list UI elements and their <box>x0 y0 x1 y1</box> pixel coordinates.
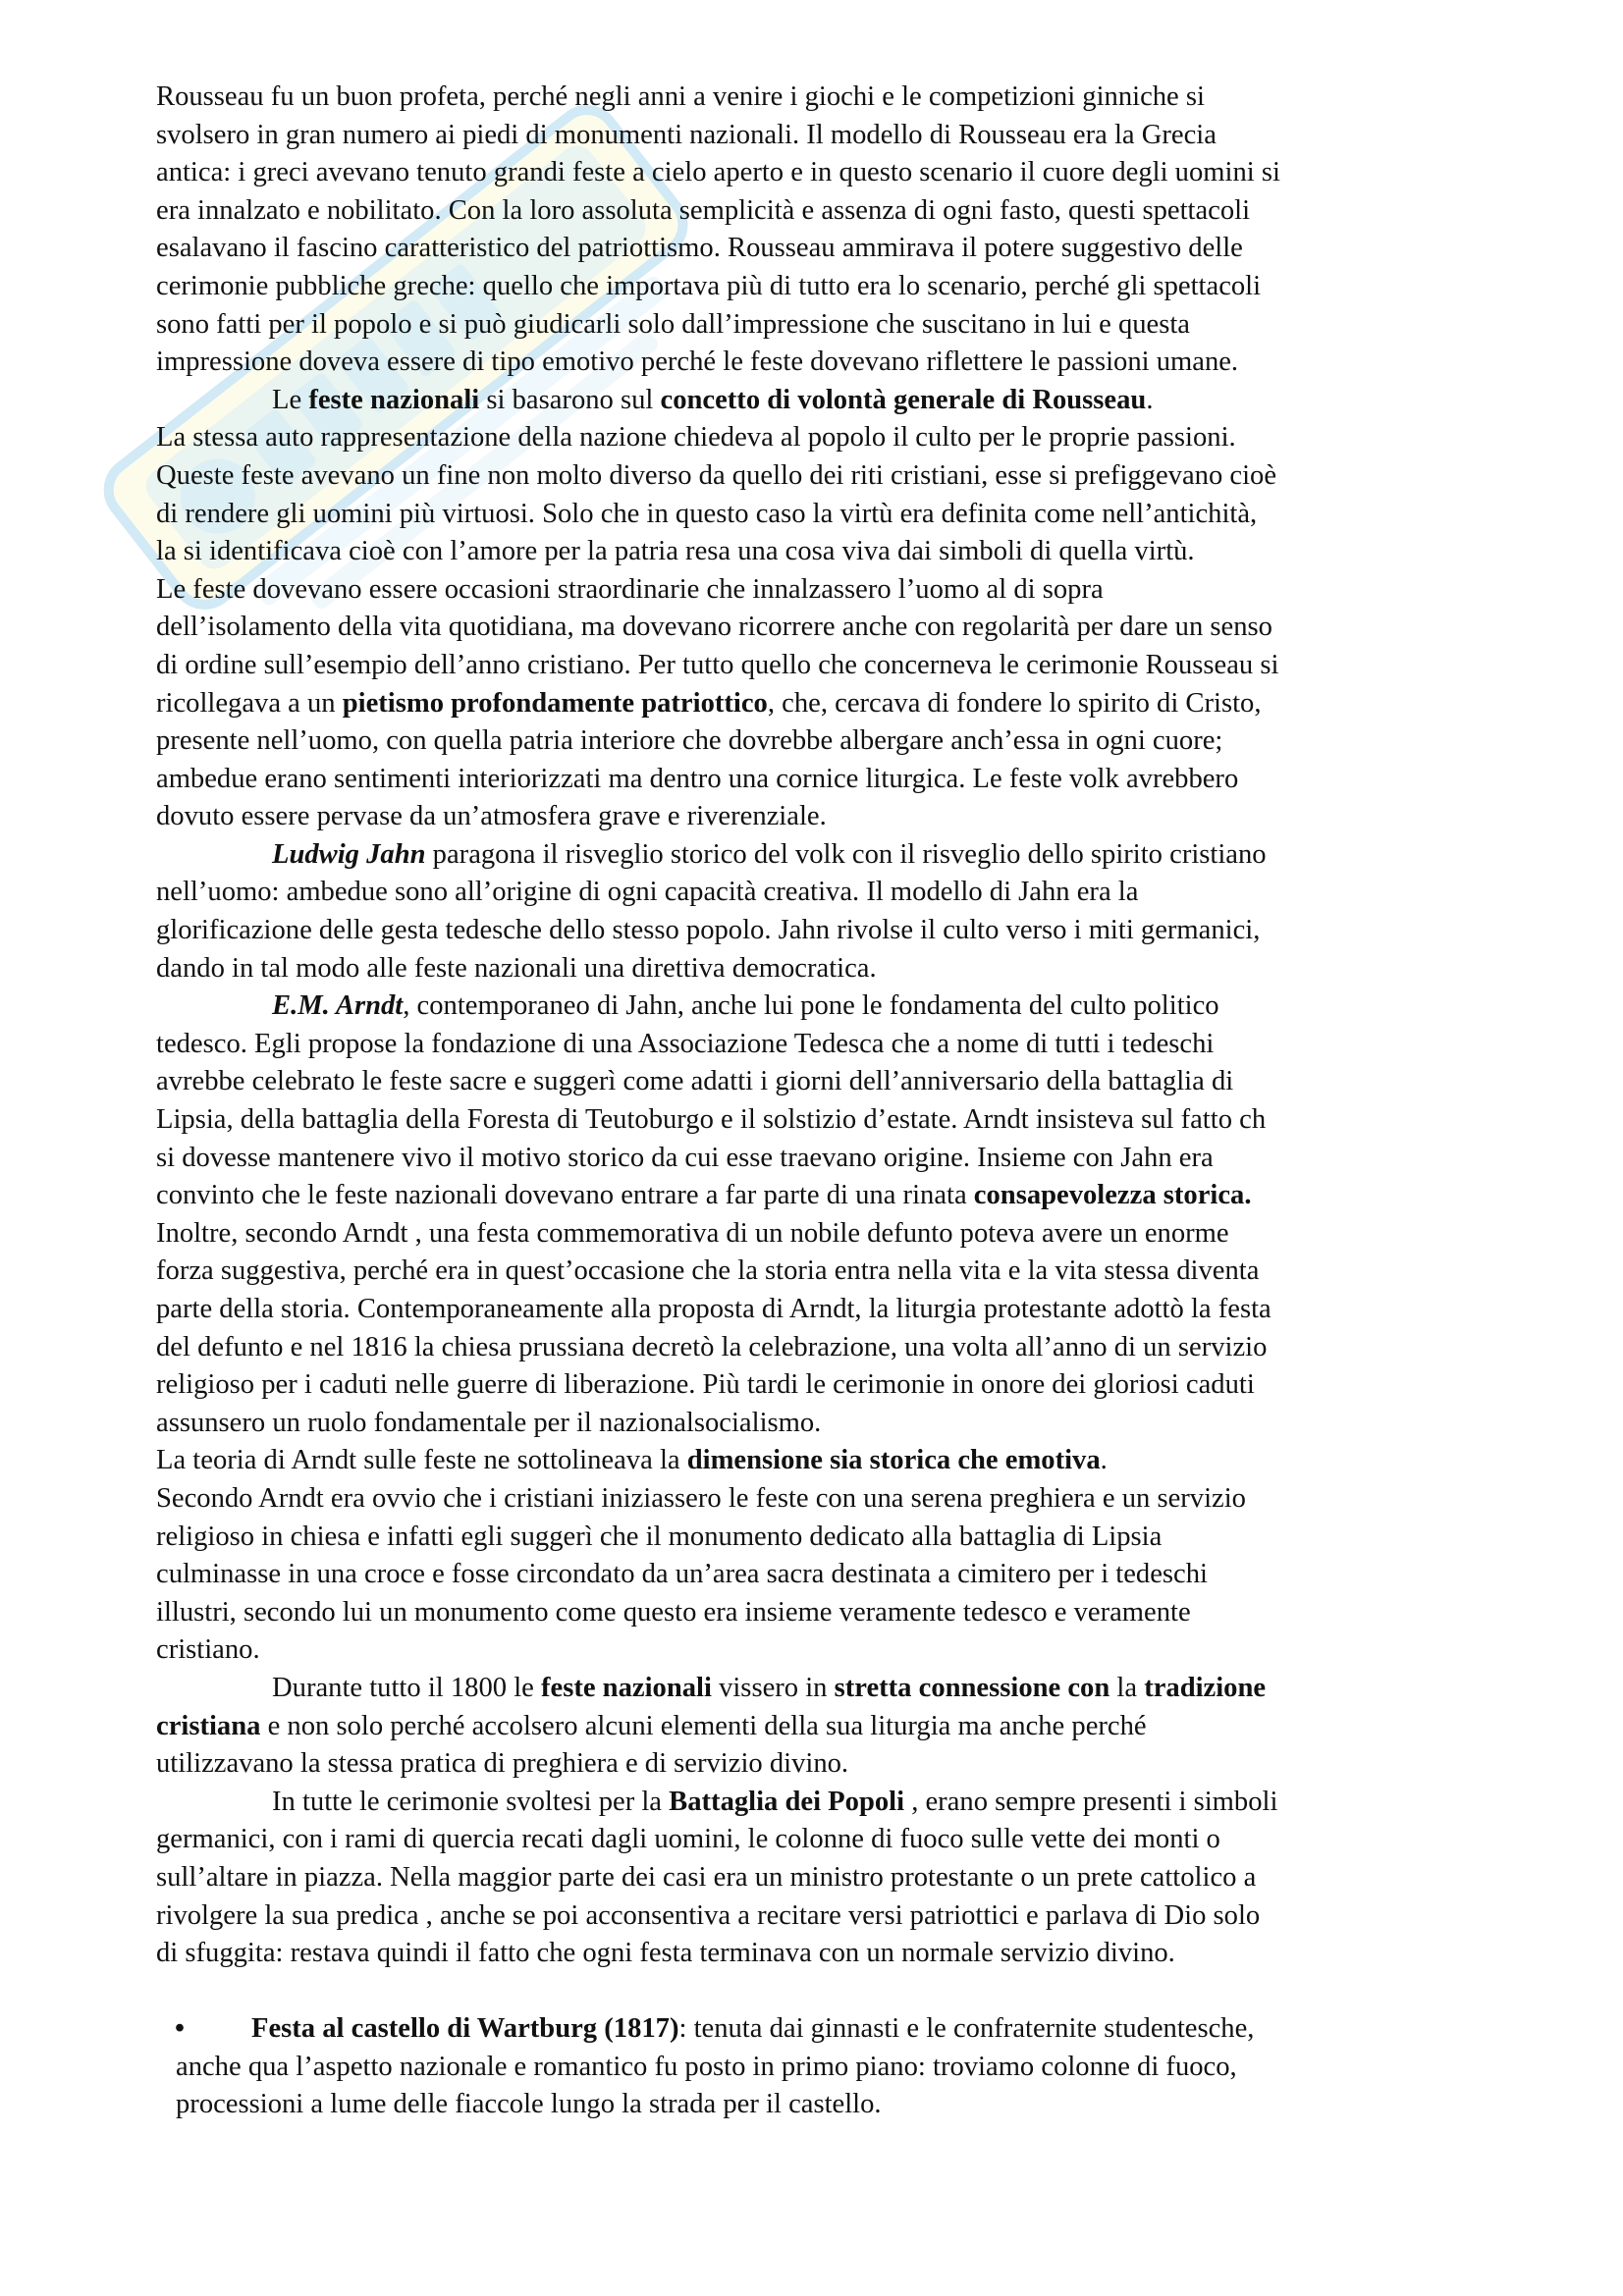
text-segment: . <box>1146 384 1154 415</box>
text-line: dell’isolamento della vita quotidiana, ma dovevano ricorrere anche con regolarità per dare un senso <box>156 612 1272 643</box>
text-segment: ricollegava a un <box>156 687 343 719</box>
text-segment: si basarono sul <box>479 384 661 415</box>
emphasis-segment: consapevolezza storica. <box>973 1180 1252 1211</box>
text-segment: , contemporaneo di Jahn, anche lui pone le fondamenta del culto politico <box>403 990 1219 1022</box>
text-line: presente nell’uomo, con quella patria interiore che dovrebbe albergare anch’essa in ogni cuore; <box>156 725 1223 757</box>
text-segment: , erano sempre presenti i simboli <box>904 1786 1278 1817</box>
text-line: religioso in chiesa e infatti egli suggerì che il monumento dedicato alla battaglia di Lipsia <box>156 1521 1163 1552</box>
text-line: Inoltre, secondo Arndt , una festa commemorativa di un nobile defunto poteva avere un enorme <box>156 1217 1229 1249</box>
text-line <box>156 1708 1491 1746</box>
text-line: nell’uomo: ambedue sono all’origine di ogni capacità creativa. Il modello di Jahn era la <box>156 877 1139 908</box>
bullet-list-item <box>156 2010 1491 2124</box>
text-line: esalavano il fascino caratteristico del patriottismo. Rousseau ammirava il potere suggestivo delle <box>156 233 1243 264</box>
text-line: Rousseau fu un buon profeta, perché negli anni a venire i giochi e le competizioni ginniche si <box>156 81 1205 112</box>
text-line: germanici, con i rami di quercia recati dagli uomini, le colonne di fuoco sulle vette dei monti o <box>156 1824 1220 1855</box>
text-line: utilizzavano la stessa pratica di preghiera e di servizio divino. <box>156 1748 849 1780</box>
text-line <box>156 685 1491 723</box>
text-line: dovuto essere pervase da un’atmosfera grave e riverenziale. <box>156 801 827 832</box>
text-line <box>156 988 1491 1026</box>
text-line: sono fatti per il popolo e si può giudicarli solo dall’impressione che suscitano in lui e questa <box>156 308 1190 340</box>
text-segment: paragona il risveglio storico del volk con il risveglio dello spirito cristiano <box>425 838 1267 870</box>
text-line: ambedue erano sentimenti interiorizzati ma dentro una cornice liturgica. Le feste volk avrebbero <box>156 763 1239 794</box>
text-segment: , che, cercava di fondere lo spirito di Cristo, <box>767 687 1262 719</box>
text-line: parte della storia. Contemporaneamente alla proposta di Arndt, la liturgia protestante adottò la festa <box>156 1294 1271 1324</box>
emphasis-segment: tradizione <box>1144 1672 1267 1703</box>
emphasis-segment: E.M. Arndt <box>272 990 404 1022</box>
text-line: sull’altare in piazza. Nella maggior parte dei casi era un ministro protestante o un prete cattolico a <box>156 1861 1257 1893</box>
emphasis-segment: feste nazionali <box>308 384 480 415</box>
text-line <box>176 2010 1491 2049</box>
text-segment: Le <box>272 384 309 415</box>
text-line: era innalzato e nobilitato. Con la loro assoluta semplicità e assenza di ogni fasto, questi spettacoli <box>156 194 1251 226</box>
text-line: rivolgere la sua predica , anche se poi acconsentiva a recitare versi patriottici e parlava di Dio solo <box>156 1899 1261 1931</box>
text-line <box>156 1784 1491 1822</box>
text-line: impressione doveva essere di tipo emotivo perché le feste dovevano riflettere le passioni umane. <box>156 347 1239 378</box>
text-line: culminasse in una croce e fosse circondato da un’area sacra destinata a cimitero per i tedeschi <box>156 1559 1208 1590</box>
text-line: di rendere gli uomini più virtuosi. Solo che in questo caso la virtù era definita come nell’antichità, <box>156 498 1258 529</box>
text-segment: e non solo perché accolsero alcuni elementi della sua liturgia ma anche perché <box>260 1710 1147 1741</box>
text-line: cristiano. <box>156 1634 260 1666</box>
text-line: Lipsia, della battaglia della Foresta di Teutoburgo e il solstizio d’estate. Arndt insisteva sul fatto ch <box>156 1104 1267 1136</box>
text-line: svolsero in gran numero ai piedi di monumenti nazionali. Il modello di Rousseau era la Grecia <box>156 119 1217 150</box>
text-line: forza suggestiva, perché era in quest’occasione che la storia entra nella vita e la vita stessa diventa <box>156 1255 1260 1287</box>
text-segment: vissero in <box>711 1672 835 1703</box>
text-line <box>156 382 1491 420</box>
text-line: la si identificava cioè con l’amore per la patria resa una cosa viva dai simboli di quella virtù. <box>156 536 1195 567</box>
text-line <box>156 1442 1491 1480</box>
text-line: religioso per i caduti nelle guerre di liberazione. Più tardi le cerimonie in onore dei gloriosi caduti <box>156 1369 1255 1401</box>
text-segment: . <box>1100 1445 1108 1476</box>
text-segment: In tutte le cerimonie svoltesi per la <box>272 1786 670 1817</box>
text-line: Queste feste avevano un fine non molto diverso da quello dei riti cristiani, esse si prefiggevano cioè <box>156 459 1277 491</box>
emphasis-segment: pietismo profondamente patriottico <box>342 687 768 719</box>
emphasis-segment: Festa al castello di Wartburg (1817) <box>251 2013 679 2045</box>
text-segment: Durante tutto il 1800 le <box>272 1672 541 1703</box>
text-line: illustri, secondo lui un monumento come questo era insieme veramente tedesco e veramente <box>156 1596 1191 1628</box>
text-segment: : tenuta dai ginnasti e le confraternite studentesche, <box>678 2013 1255 2045</box>
text-line: di sfuggita: restava quindi il fatto che ogni festa terminava con un normale servizio divino. <box>156 1938 1175 1969</box>
paragraph-lines <box>156 79 1491 1973</box>
text-line: avrebbe celebrato le feste sacre e suggerì come adatti i giorni dell’anniversario della battaglia di <box>156 1066 1234 1097</box>
body-text <box>156 79 1491 2124</box>
text-line: anche qua l’aspetto nazionale e romantico fu posto in primo piano: troviamo colonne di fuoco, <box>176 2051 1237 2082</box>
text-line: processioni a lume delle fiaccole lungo la strada per il castello. <box>176 2089 882 2120</box>
emphasis-segment: Ludwig Jahn <box>272 838 426 870</box>
spacer <box>156 1973 1491 2011</box>
text-line: cerimonie pubbliche greche: quello che importava più di tutto era lo scenario, perché gli spettacoli <box>156 270 1262 301</box>
emphasis-segment: stretta connessione con <box>834 1672 1110 1703</box>
text-line: di ordine sull’esempio dell’anno cristiano. Per tutto quello che concerneva le cerimonie Rousseau si <box>156 649 1279 680</box>
text-segment: convinto che le feste nazionali dovevano entrare a far parte di una rinata <box>156 1180 974 1211</box>
text-line: assunsero un ruolo fondamentale per il nazionalsocialismo. <box>156 1407 822 1438</box>
text-line: Secondo Arndt era ovvio che i cristiani iniziassero le feste con una serena preghiera e un servizio <box>156 1482 1246 1514</box>
text-line <box>156 836 1491 875</box>
emphasis-segment: concetto di volontà generale di Rousseau <box>660 384 1147 415</box>
emphasis-segment: feste nazionali <box>540 1672 712 1703</box>
text-line: Le feste dovevano essere occasioni straordinarie che innalzassero l’uomo al di sopra <box>156 573 1104 605</box>
text-line <box>156 1670 1491 1708</box>
text-segment: La teoria di Arndt sulle feste ne sottolineava la <box>156 1445 687 1476</box>
bullet-marker: • <box>175 2013 186 2045</box>
emphasis-segment: cristiana <box>156 1710 261 1741</box>
bullet-lines <box>176 2010 1491 2124</box>
text-line <box>156 1177 1491 1215</box>
text-line: si dovesse mantenere vivo il motivo storico da cui esse traevano origine. Insieme con Jahn era <box>156 1142 1214 1173</box>
emphasis-segment: dimensione sia storica che emotiva <box>686 1445 1101 1476</box>
text-segment: la <box>1109 1672 1145 1703</box>
text-line: tedesco. Egli propose la fondazione di una Associazione Tedesca che a nome di tutti i tedeschi <box>156 1028 1215 1059</box>
text-line: glorificazione delle gesta tedesche dello stesso popolo. Jahn rivolse il culto verso i miti germanici, <box>156 915 1261 946</box>
text-line: La stessa auto rappresentazione della nazione chiedeva al popolo il culto per le proprie passioni. <box>156 422 1236 454</box>
text-line: del defunto e nel 1816 la chiesa prussiana decretò la celebrazione, una volta all’anno di un servizio <box>156 1331 1268 1362</box>
emphasis-segment: Battaglia dei Popoli <box>669 1786 905 1817</box>
text-line: antica: i greci avevano tenuto grandi feste a cielo aperto e in questo scenario il cuore degli uomini si <box>156 157 1280 188</box>
text-line: dando in tal modo alle feste nazionali una direttiva democratica. <box>156 952 877 984</box>
